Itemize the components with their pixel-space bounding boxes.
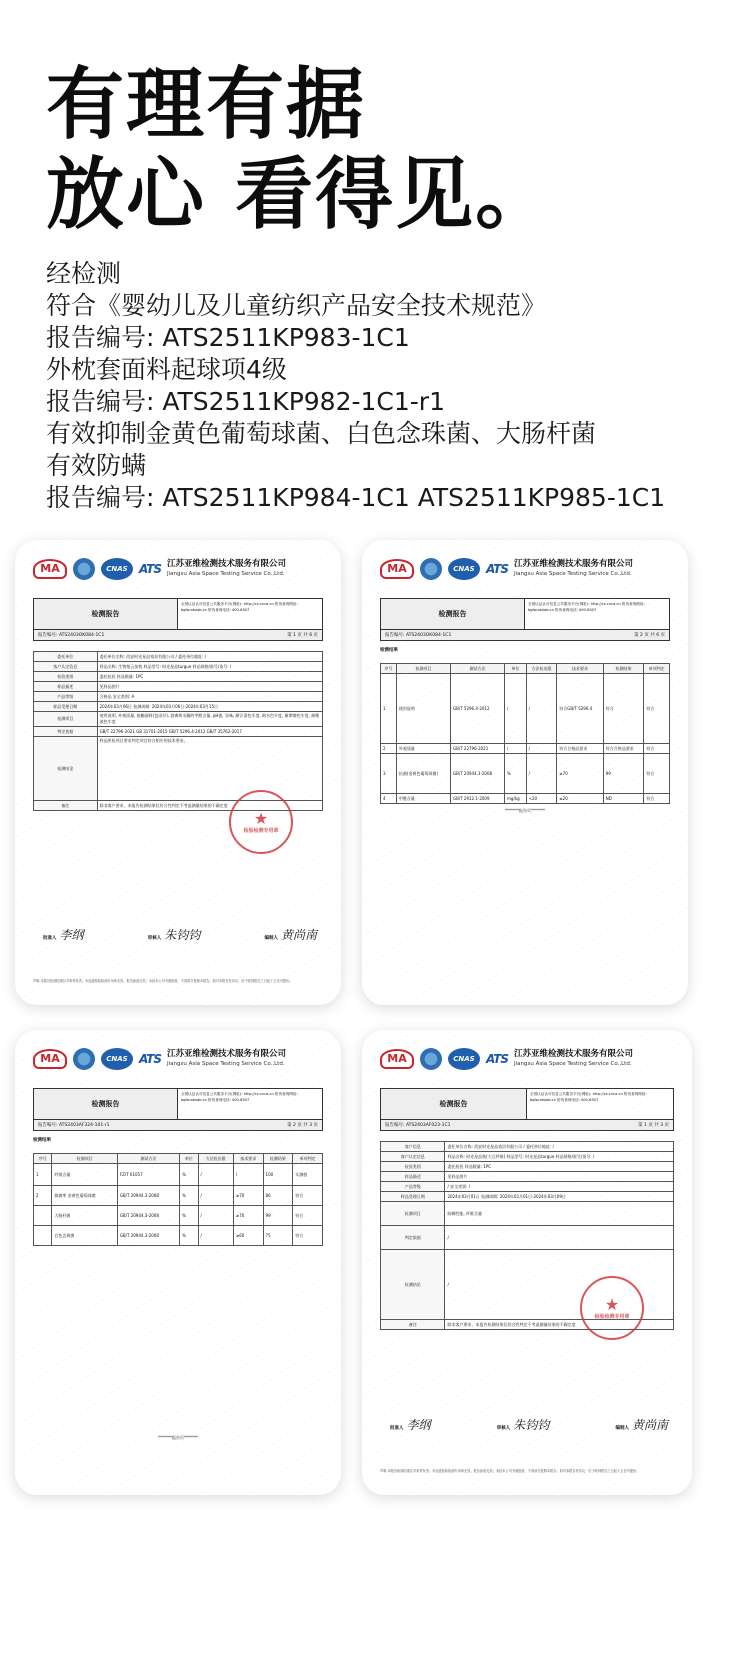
ma-logo: MA — [33, 559, 67, 579]
intro-line: 符合《婴幼儿及儿童纺织产品安全技术规范》 — [46, 291, 547, 320]
company-name-en: Jiangsu Asia Space Testing Service Co.,Ltd. — [166, 571, 285, 577]
form-key: 产品等级 — [381, 1182, 445, 1192]
report-form — [33, 651, 323, 811]
results-table — [380, 663, 670, 804]
form-value: 见样品图片 — [97, 682, 322, 692]
form-value: 样品所检项目要求判定项目符合相应的技术要求。 — [97, 737, 322, 801]
table-header: 方法检出限 — [198, 1154, 233, 1164]
signature-editor: 编制人 黄尚南 — [264, 928, 317, 942]
report-number-row — [33, 1120, 323, 1131]
form-value: 使用说明, 外观质量, 接触面料(包涂层), 游离和水解的甲醛含量, pH值, 异味, 耐汗渍色牢度, 耐水色牢度, 耐摩擦色牢度, 耐唾液色牢度 — [97, 712, 322, 727]
section-title: 检测结果 — [380, 648, 398, 653]
report-header — [380, 598, 670, 630]
table-header: 技术要求 — [557, 664, 603, 674]
report-title: 检测报告 — [34, 599, 178, 629]
page-end-marker: *******报告页******* — [158, 1435, 198, 1440]
form-key: 检验类别 — [381, 1162, 445, 1172]
ilac-logo-icon — [420, 558, 442, 580]
cnas-logo: CNAS — [448, 558, 480, 580]
report-document — [380, 1044, 674, 1481]
intro-line: 有效防螨 — [46, 451, 147, 480]
company-name — [514, 559, 633, 579]
page-number: 第 1 页 共 6 页 — [287, 633, 318, 638]
fine-print: 声明:本报告检测结果仅对来样负责。未加盖检验检测专用章无效。报告涂改无效。未经本公司书面批准，不得部分复制本报告。如对本报告有异议，应于收到报告之日起十五日内提出。 — [33, 978, 293, 983]
company-name-cn: 江苏亚维检测技术服务有限公司 — [513, 1049, 633, 1059]
report-header — [380, 1088, 674, 1120]
ats-logo: ATS — [486, 562, 508, 576]
form-key: 样品受理日期 — [381, 1192, 445, 1202]
form-value: 合格品 安全类别: A — [97, 692, 322, 702]
ats-logo: ATS — [486, 1052, 508, 1066]
form-key: 检验类别 — [34, 672, 98, 682]
signatures — [390, 1416, 668, 1433]
report-document — [33, 554, 323, 991]
logo-row — [380, 554, 670, 584]
ma-logo: MA — [380, 559, 414, 579]
logo-row — [380, 1044, 674, 1074]
report-number: 报告编号: ATS2403OK084-1C1 — [385, 633, 452, 638]
stamp-text: 检验检测专用章 — [594, 1313, 630, 1320]
form-key: 备注 — [34, 801, 98, 811]
table-header: 检测项目 — [52, 1154, 117, 1164]
form-key: 备注 — [381, 1320, 445, 1330]
report-number-row — [380, 630, 670, 641]
form-key: 委托单位 — [34, 652, 98, 662]
report-document — [380, 554, 670, 991]
intro-text — [46, 258, 726, 514]
page-number: 第 1 页 共 3 页 — [638, 1123, 669, 1128]
headline-line-1: 有理有据 — [46, 60, 367, 150]
table-row: 1 纤维含量 FZ/T 01057 % / / 100 实测值 — [34, 1164, 323, 1186]
company-name-cn: 江苏亚维检测技术服务有限公司 — [166, 559, 286, 569]
intro-line: 外枕套面料起球项4级 — [46, 355, 287, 384]
form-key: 样品描述 — [34, 682, 98, 692]
results-table — [33, 1153, 323, 1246]
form-key: 检测结论 — [381, 1250, 445, 1320]
ilac-logo-icon — [420, 1048, 442, 1070]
report-header — [33, 598, 323, 630]
star-icon: ★ — [604, 1294, 620, 1314]
company-name — [514, 1049, 633, 1069]
form-value: 2024年03月01日 检测周期: 2024年03月01日-2024年03月09日 — [445, 1192, 674, 1202]
table-header: 单项判定 — [293, 1154, 323, 1164]
table-header: 测试方法 — [451, 664, 505, 674]
table-row: 4 甲醛含量 GB/T 2912.1-2009 mg/kg <20 ≤20 ND 符合 — [381, 794, 670, 804]
ats-logo: ATS — [139, 1052, 161, 1066]
company-name-cn: 江苏亚维检测技术服务有限公司 — [513, 559, 633, 569]
form-value: 样品名称: 时光星品枕(大豆纤维) 样品型号: 时光星品turgue 样品规格/款号/货号: / — [445, 1152, 674, 1162]
table-header: 测试方法 — [117, 1154, 179, 1164]
ilac-logo-icon — [73, 558, 95, 580]
table-header: 序号 — [381, 664, 397, 674]
report-verify-info: 全国认证认可信息公共服务平台(网址): http://cx.cnca.cn 防伪查询网址: bgfw.atslab.cn 防伪查询电话: 400-6307 — [528, 602, 645, 612]
official-stamp — [229, 790, 293, 854]
report-verify-info: 全国认证认可信息公共服务平台(网址): http://cx.cnca.cn 防伪查询网址: bgfw.atslab.cn 防伪查询电话: 400-6307 — [181, 602, 298, 612]
company-name-en: Jiangsu Asia Space Testing Service Co.,Ltd. — [513, 1061, 632, 1067]
report-number-row — [380, 1120, 674, 1131]
ma-logo: MA — [33, 1049, 67, 1069]
table-row: 大肠杆菌 GB/T 20944.3-2008 % / ≥70 99 符合 — [34, 1206, 323, 1226]
cnas-logo: CNAS — [448, 1048, 480, 1070]
table-header: 检测结果 — [263, 1154, 293, 1164]
form-key: 检测项目 — [34, 712, 98, 727]
form-value: 委托单位名称: 西安时光星品家居有限公司 / 委托单位地址: / — [445, 1142, 674, 1152]
report-verify-info: 全国认证认可信息公共服务平台(网址): http://cx.cnca.cn 防伪查询网址: bgfw.atslab.cn 防伪查询电话: 400-6307 — [181, 1092, 298, 1102]
stamp-text: 检验检测专用章 — [243, 827, 279, 834]
report-title: 检测报告 — [381, 1089, 527, 1119]
form-key: 检测结论 — [34, 737, 98, 801]
company-name — [167, 559, 286, 579]
signatures — [43, 926, 317, 943]
table-header: 方法检出限 — [526, 664, 557, 674]
report-verify-info: 全国认证认可信息公共服务平台(网址): http://cx.cnca.cn 防伪查询网址: bgfw.atslab.cn 防伪查询电话: 400-6307 — [530, 1092, 647, 1102]
report-title: 检测报告 — [34, 1089, 178, 1119]
form-value: 除非客户要求，本报告检测结果仅符合性判定不考虑测量结果的不确定度 — [97, 801, 322, 811]
official-stamp — [580, 1276, 644, 1340]
table-header: 检测结果 — [603, 664, 643, 674]
certificate-card-4[interactable] — [362, 1030, 692, 1495]
signature-approver: 批准人 李纲 — [43, 928, 84, 942]
headline-line-2: 放心 看得见。 — [46, 150, 556, 240]
form-key: 判定依据 — [34, 727, 98, 737]
form-value: 样品名称: 生物基云丝枕 样品型号: 时光星品turgue 样品规格/款号/货号: / — [97, 662, 322, 672]
form-value: 委托检验 样品数量: 1PC — [97, 672, 322, 682]
fine-print: 声明:本报告检测结果仅对来样负责。未加盖检验检测专用章无效。报告涂改无效。未经本公司书面批准，不得部分复制本报告。如对本报告有异议，应于收到报告之日起十五日内提出。 — [380, 1468, 640, 1473]
table-row: 白色念珠菌 GB/T 20944.3-2008 % / ≥60 75 符合 — [34, 1226, 323, 1246]
table-row: 3 抗菌(金黄色葡萄球菌) GB/T 20944.3-2008 % / ≥70 99 符合 — [381, 754, 670, 794]
logo-row — [33, 554, 323, 584]
signature-approver: 批准人 李纲 — [390, 1418, 431, 1432]
form-key: 客户信息 — [381, 1142, 445, 1152]
section-title: 检测结果 — [33, 1138, 51, 1143]
ma-logo: MA — [380, 1049, 414, 1069]
form-value: GB/T 22796-2021 GB 31701-2015 GB/T 5296.4-2012 GB/T 35762-2017 — [97, 727, 322, 737]
form-value: 除非客户要求，本报告检测结果仅符合性判定不考虑测量结果的不确定度 — [445, 1320, 674, 1330]
logo-row — [33, 1044, 323, 1074]
star-icon: ★ — [253, 808, 269, 828]
report-document — [33, 1044, 323, 1481]
form-value: 2024年03月06日 检测周期: 2024年03月06日-2024年03月15日 — [97, 702, 322, 712]
form-key: 客户认定信息 — [381, 1152, 445, 1162]
form-key: 样品受理日期 — [34, 702, 98, 712]
signature-editor: 编制人 黄尚南 — [615, 1418, 668, 1432]
signature-reviewer: 审核人 朱钧钧 — [147, 928, 201, 942]
report-title: 检测报告 — [381, 599, 525, 629]
cnas-logo: CNAS — [101, 558, 133, 580]
intro-line: 报告编号: ATS2511KP983-1C1 — [46, 323, 410, 352]
form-value: 见样品图片 — [445, 1172, 674, 1182]
page-number: 第 2 页 共 6 页 — [634, 633, 665, 638]
form-value: / — [445, 1226, 674, 1250]
ats-logo: ATS — [139, 562, 161, 576]
form-value: / 安全类别: / — [445, 1182, 674, 1192]
company-name-en: Jiangsu Asia Space Testing Service Co.,Ltd. — [166, 1061, 285, 1067]
form-key: 检测项目 — [381, 1202, 445, 1226]
table-header: 单位 — [180, 1154, 198, 1164]
ilac-logo-icon — [73, 1048, 95, 1070]
report-header — [33, 1088, 323, 1120]
cnas-logo: CNAS — [101, 1048, 133, 1070]
table-header: 单位 — [505, 664, 527, 674]
report-number: 报告编号: ATS2403AF324-101-r1 — [38, 1123, 110, 1128]
intro-line: 报告编号: ATS2511KP982-1C1-r1 — [46, 387, 445, 416]
form-key: 样品描述 — [381, 1172, 445, 1182]
page-end-marker: *******报告页******* — [505, 808, 545, 813]
form-value: 委托单位名称: 西安时光星品家居有限公司 / 委托单位地址: / — [97, 652, 322, 662]
intro-line: 有效抑制金黄色葡萄球菌、白色念珠菌、大肠杆菌 — [46, 419, 597, 448]
table-header: 单项判定 — [644, 664, 670, 674]
headline — [46, 60, 555, 240]
form-key: 产品等级 — [34, 692, 98, 702]
form-key: 客户认定信息 — [34, 662, 98, 672]
table-row: 2 外观质量 GB/T 22796-2021 / / 符合合格品要求 符合合格品要求 符合 — [381, 744, 670, 754]
intro-line: 报告编号: ATS2511KP984-1C1 ATS2511KP985-1C1 — [46, 483, 666, 512]
table-header: 技术要求 — [233, 1154, 263, 1164]
certificate-card-2[interactable] — [362, 540, 688, 1005]
form-value: / — [445, 1250, 674, 1320]
form-key: 判定依据 — [381, 1226, 445, 1250]
form-value: 委托检验 样品数量: 1PC — [445, 1162, 674, 1172]
company-name-en: Jiangsu Asia Space Testing Service Co.,Ltd. — [513, 571, 632, 577]
table-header: 检测项目 — [396, 664, 450, 674]
intro-line: 经检测 — [46, 259, 122, 288]
certificate-card-3[interactable] — [15, 1030, 341, 1495]
report-number: 报告编号: ATS2403AF023-1C1 — [385, 1123, 451, 1128]
certificate-card-1[interactable] — [15, 540, 341, 1005]
table-header: 序号 — [34, 1154, 52, 1164]
company-name-cn: 江苏亚维检测技术服务有限公司 — [166, 1049, 286, 1059]
report-number-row — [33, 630, 323, 641]
table-row: 1 使用说明 GB/T 5296.4-2012 / / 符合GB/T 5296.4 符合 符合 — [381, 674, 670, 744]
signature-reviewer: 审核人 朱钧钧 — [496, 1418, 550, 1432]
report-number: 报告编号: ATS2403OK084-1C1 — [38, 633, 105, 638]
company-name — [167, 1049, 286, 1069]
table-row: 2 抑菌率 金黄色葡萄球菌 GB/T 20944.3-2008 % / ≥70 86 符合 — [34, 1186, 323, 1206]
form-value: 防螨性能, 纤维含量 — [445, 1202, 674, 1226]
page-number: 第 2 页 共 3 页 — [287, 1123, 318, 1128]
